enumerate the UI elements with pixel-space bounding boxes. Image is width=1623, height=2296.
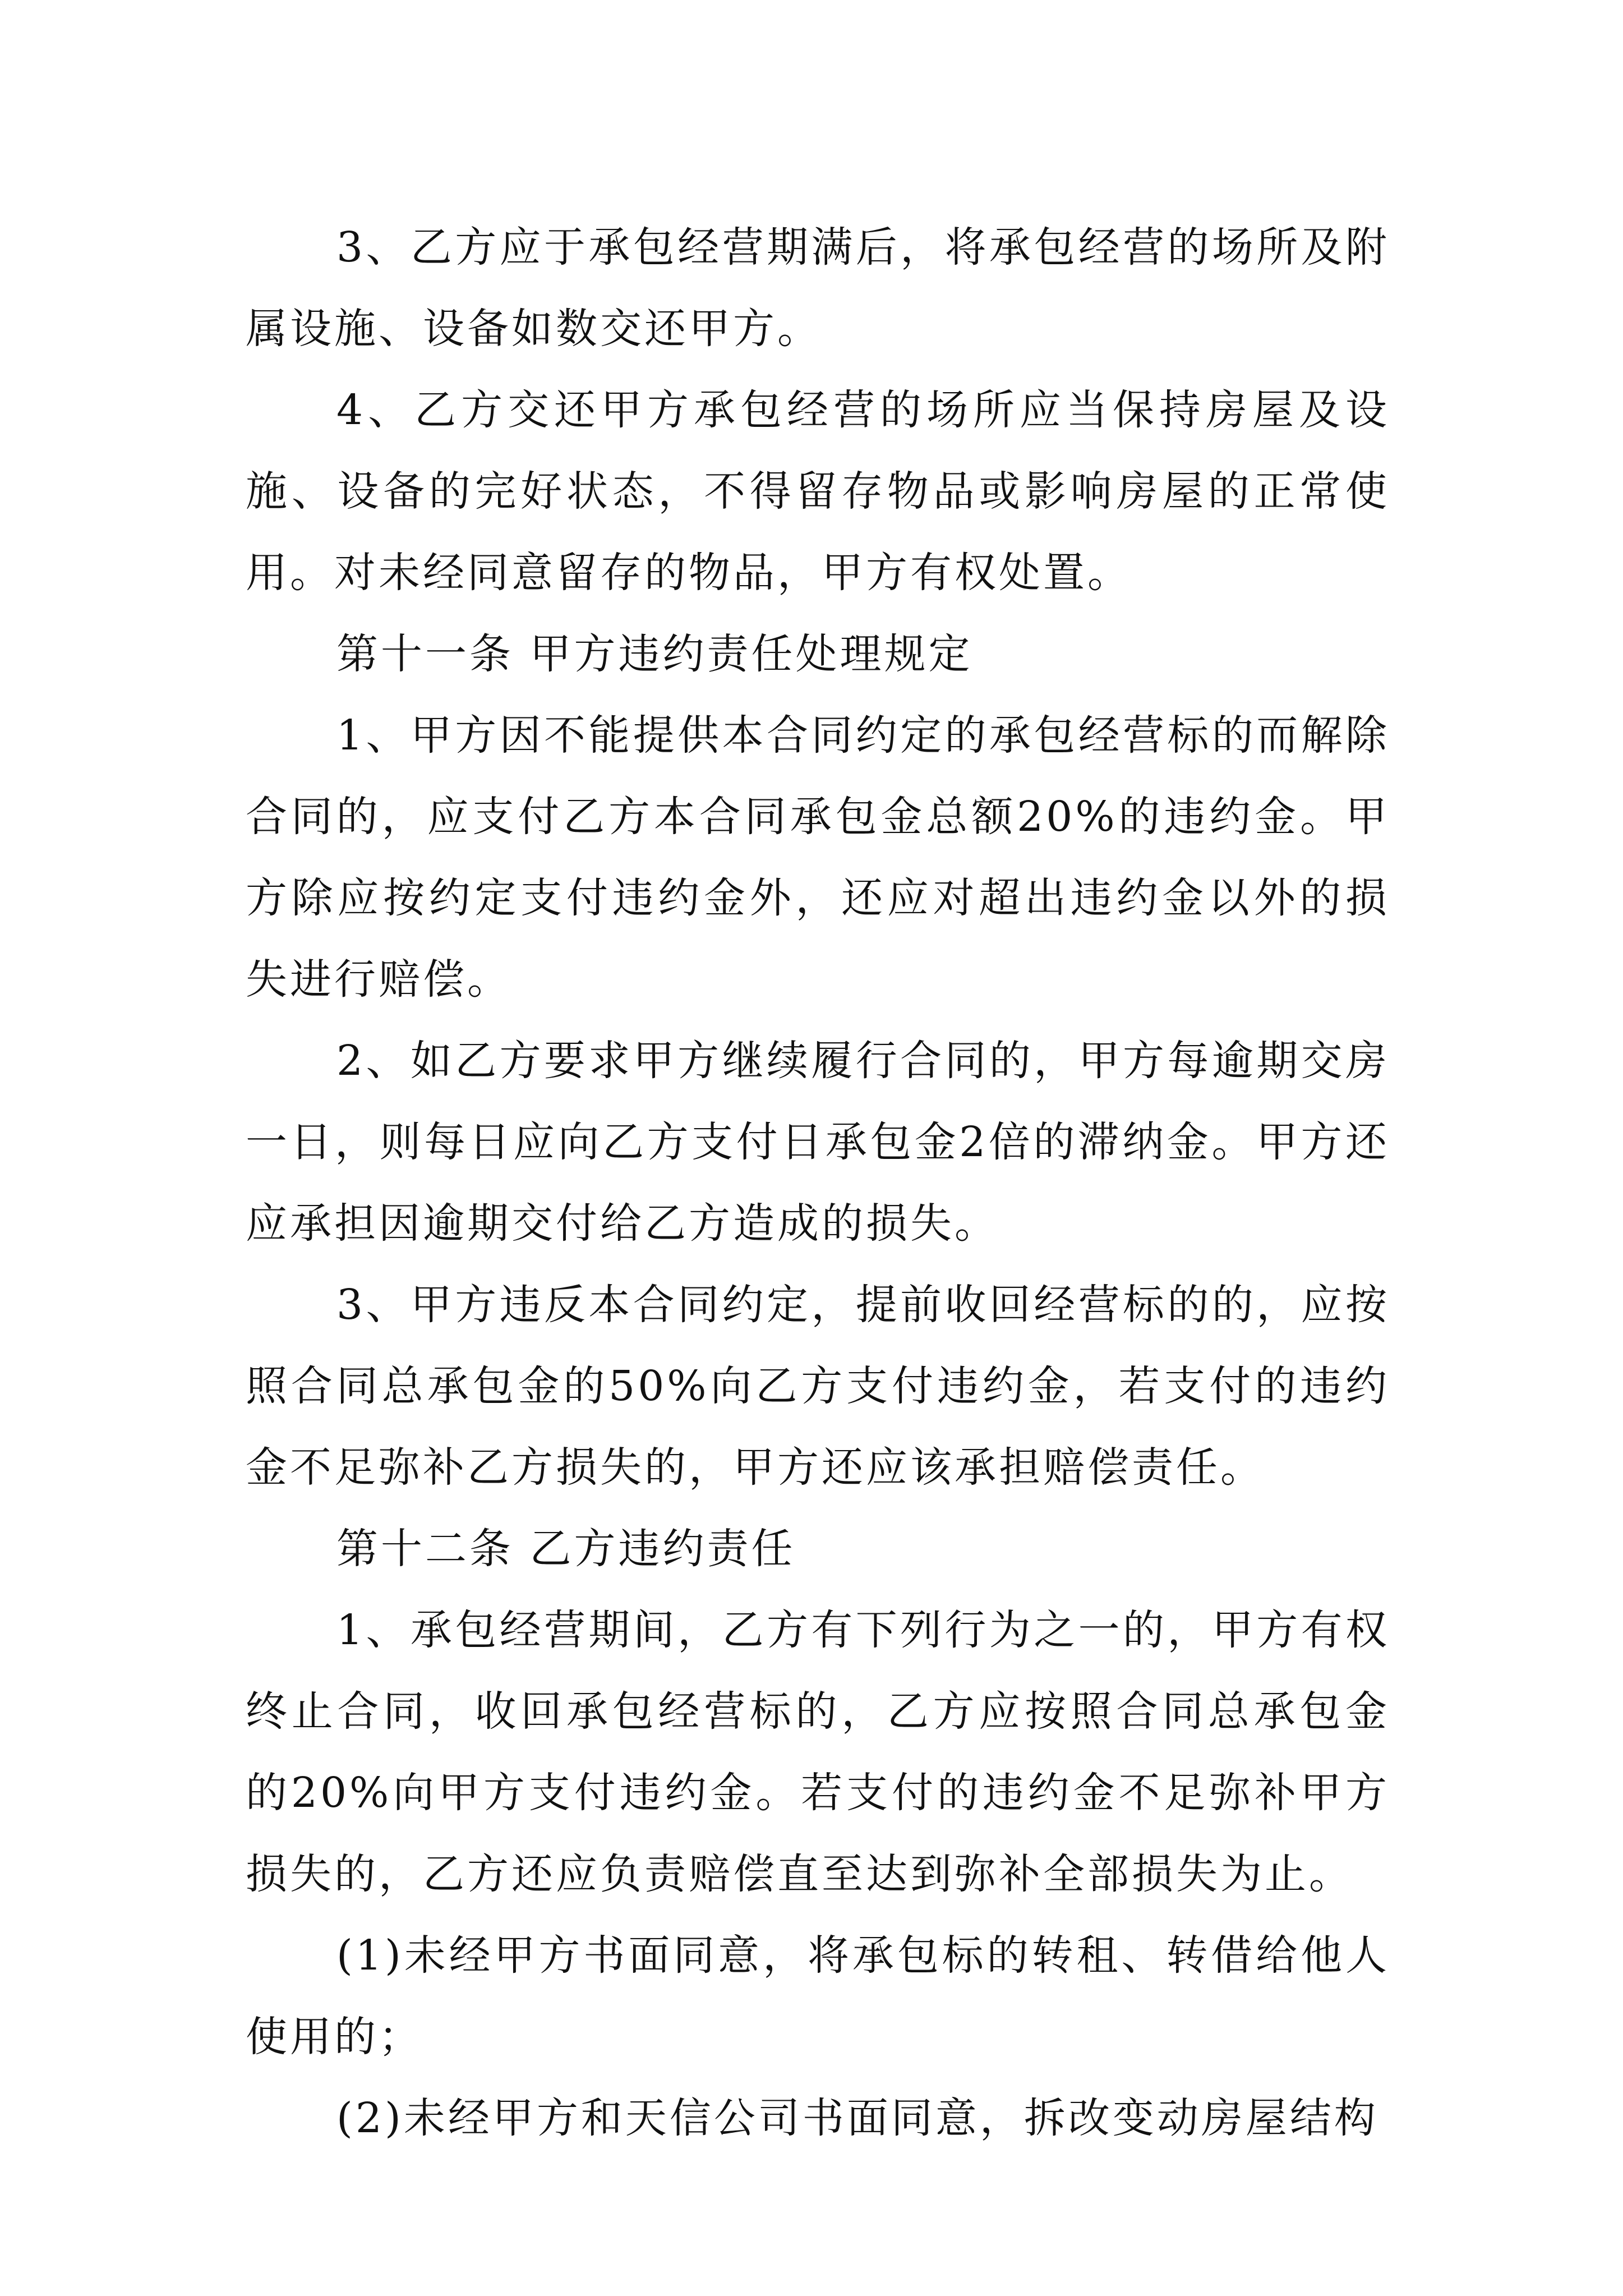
clause-10-item-4: 4、乙方交还甲方承包经营的场所应当保持房屋及设施、设备的完好状态，不得留存物品或影响房屋的正常使用。对未经同意留存的物品，甲方有权处置。 [246, 386, 1390, 597]
clause-12-subitem-1: (1)未经甲方书面同意，将承包标的转租、转借给他人使用的； [246, 1931, 1390, 2061]
clause-12-item-1: 1、承包经营期间，乙方有下列行为之一的，甲方有权终止合同，收回承包经营标的，乙方应按照合同总承包金的20%向甲方支付违约金。若支付的违约金不足弥补甲方损失的，乙方还应负责赔偿直至达到弥补全部损失为止。 [246, 1606, 1390, 1898]
clause-11-item-3: 3、甲方违反本合同约定，提前收回经营标的的，应按照合同总承包金的50%向乙方支付违约金，若支付的违约金不足弥补乙方损失的，甲方还应该承担赔偿责任。 [246, 1281, 1390, 1492]
clause-11-item-1: 1、甲方因不能提供本合同约定的承包经营标的而解除合同的，应支付乙方本合同承包金总额20%的违约金。甲方除应按约定支付违约金外，还应对超出违约金以外的损失进行赔偿。 [246, 711, 1390, 1004]
clause-11-item-2: 2、如乙方要求甲方继续履行合同的，甲方每逾期交房一日，则每日应向乙方支付日承包金2倍的滞纳金。甲方还应承担因逾期交付给乙方造成的损失。 [246, 1037, 1390, 1248]
document-body [246, 207, 1390, 2159]
clause-10-item-3: 3、乙方应于承包经营期满后，将承包经营的场所及附属设施、设备如数交还甲方。 [246, 223, 1390, 353]
clause-11-heading: 第十一条 甲方违约责任处理规定 [336, 630, 973, 678]
clause-12-subitem-2: (2)未经甲方和天信公司书面同意，拆改变动房屋结构 [336, 2094, 1378, 2142]
clause-12-heading: 第十二条 乙方违约责任 [336, 1525, 796, 1573]
